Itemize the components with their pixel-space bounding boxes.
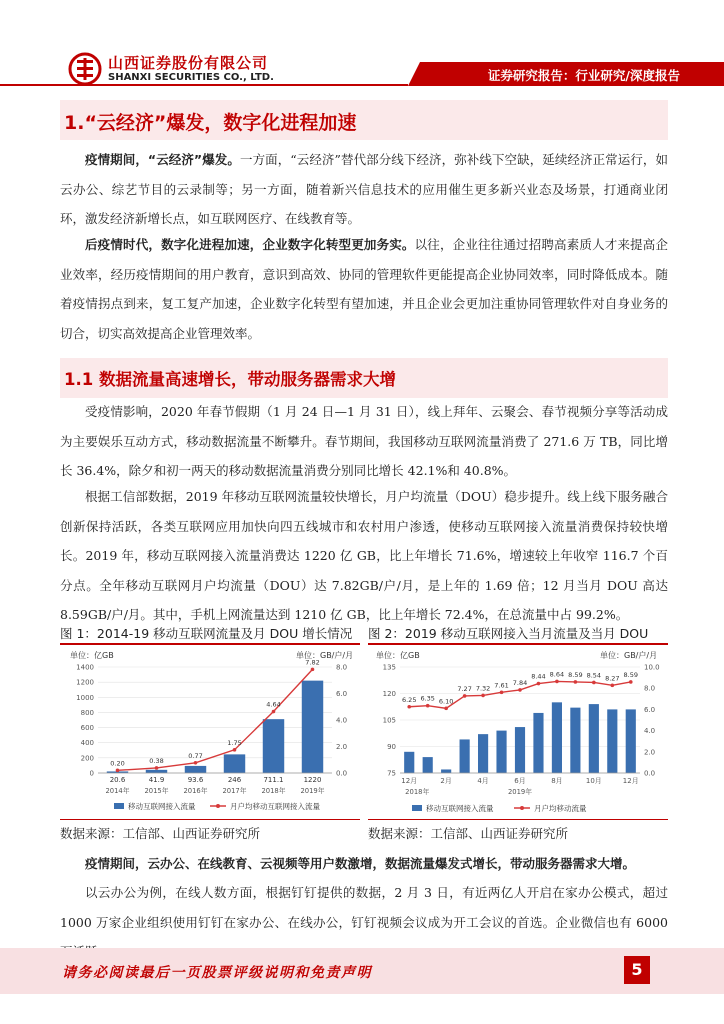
right-tick-label: 10.0 — [644, 663, 660, 672]
right-tick-label: 4.0 — [644, 727, 656, 736]
left-tick-label: 800 — [80, 708, 94, 717]
bar-data-label: 41.9 — [148, 776, 165, 784]
line-data-label: 7.82 — [305, 658, 320, 667]
source-2-rule — [368, 819, 668, 820]
line-data-label: 6.25 — [401, 695, 417, 704]
x-tick-label: 12月 — [622, 777, 639, 785]
chart-1-legend-line-marker — [216, 804, 220, 808]
figure-1-title: 图 1：2014-19 移动互联网流量及月 DOU 增长情况 — [60, 626, 353, 641]
figure-1-source: 数据来源：工信部、山西证券研究所 — [60, 826, 261, 841]
chart-2-legend-bar: 移动互联网接入流量 — [426, 804, 494, 813]
right-tick-label: 8.0 — [644, 684, 656, 693]
chart-2-left-unit: 单位：亿GB — [376, 651, 420, 660]
line-data-label: 7.32 — [475, 684, 491, 693]
paragraph: 后疫情时代，数字化进程加速，企业数字化转型更加务实。以往，企业往往通过招聘高素质人才来提高企业效率，经历疫情期间的用户教育，意识到高效、协同的管理软件更能提高企业协同效率，同时降低成本。随着疫情拐点到来，复工复产加速，企业数字化转型有望加速，并且企业会更加注重协同管理软件对自身业务的切合，切实高效提高企业管理效率。 — [60, 237, 668, 341]
bar-data-label: 711.1 — [263, 776, 284, 784]
line-point — [611, 684, 615, 688]
bar — [570, 708, 580, 773]
line-point — [481, 694, 485, 698]
line-data-label: 4.64 — [266, 700, 281, 709]
bar-data-label: 1220 — [303, 776, 322, 784]
bar — [478, 734, 488, 773]
line-data-label: 0.38 — [149, 756, 164, 765]
subsection-title: 1.1 数据流量高速增长，带动服务器需求大增 — [64, 370, 396, 389]
chart-1-legend-bar: 移动互联网接入流量 — [128, 802, 196, 811]
right-tick-label: 0.0 — [644, 769, 656, 778]
right-tick-label: 0.0 — [336, 769, 348, 778]
company-name-cn: 山西证券股份有限公司 — [108, 54, 269, 72]
bar-data-label: 93.6 — [187, 776, 204, 784]
figure-2-source: 数据来源：工信部、山西证券研究所 — [368, 826, 569, 841]
right-tick-label: 2.0 — [336, 743, 348, 751]
footer-disclaimer: 请务必阅读最后一页股票评级说明和免责声明 — [62, 965, 372, 981]
bar — [441, 769, 451, 773]
chart-1-legend-bar-swatch — [114, 803, 124, 809]
left-tick-label: 1400 — [76, 663, 94, 672]
figure-2-title: 图 2：2019 移动互联网接入当月流量及当月 DOU — [368, 626, 649, 641]
paragraph: 以云办公为例，在线人数方面，根据钉钉提供的数据，2 月 3 日，有近两亿人开启在家办公模式，超过 1000 万家企业组织使用钉钉在家办公、在线办公，钉钉视频会议成为开工会议的首选。企业微信也有 6000 — [60, 885, 668, 930]
chart-2-legend-bar-swatch — [412, 805, 422, 811]
line-point — [555, 680, 559, 684]
right-tick-label: 8.0 — [336, 663, 348, 672]
line-point — [444, 707, 448, 711]
line-data-label: 7.84 — [512, 678, 528, 687]
paragraph: 疫情期间，“云经济”爆发。一方面，“云经济”替代部分线下经济，弥补线下空缺，延续经济正常运行，如云办公、综艺节目的云录制等；另一方面，随着新兴信息技术的应用催生更多新兴业态及场景，打通商业闭环，激发经济新增长点，如互联网医疗、在线教育等。 — [60, 152, 668, 226]
line-data-label: 8.59 — [623, 670, 639, 679]
line-point — [463, 694, 467, 698]
bar — [626, 709, 636, 773]
left-tick-label: 90 — [387, 743, 396, 751]
bar-data-label: 246 — [227, 776, 242, 784]
chart-1-left-unit: 单位：亿GB — [70, 651, 114, 660]
right-tick-label: 6.0 — [336, 690, 348, 698]
x-tick-label: 2019年 — [300, 787, 325, 795]
chart-1 — [60, 645, 360, 817]
chart-2-right-unit: 单位：GB/户/月 — [600, 651, 658, 660]
x-tick-label: 2月 — [440, 777, 452, 785]
x-tick-label: 8月 — [551, 777, 563, 785]
line-point — [574, 680, 578, 684]
chart-1-legend-line: 月户均移动互联网接入流量 — [230, 802, 320, 811]
bar — [263, 719, 284, 773]
x-tick-label: 2018年 — [261, 787, 286, 795]
line-data-label: 8.27 — [605, 674, 620, 683]
year-label: 2019年 — [507, 788, 533, 796]
line-data-label: 1.75 — [227, 738, 242, 747]
right-tick-label: 6.0 — [644, 705, 656, 714]
left-tick-label: 135 — [382, 663, 396, 672]
line-point — [426, 704, 430, 708]
chart-2 — [368, 645, 668, 817]
page-header — [0, 0, 724, 92]
x-tick-label: 12月 — [401, 777, 418, 785]
chart-2-legend-line: 月户均移动流量 — [534, 804, 587, 813]
bar — [224, 754, 245, 773]
left-tick-label: 120 — [382, 690, 396, 698]
report-type: 证券研究报告：行业研究/深度报告 — [487, 68, 680, 83]
paragraph: 受疫情影响，2020 年春节假期（1 月 24 日—1 月 31 日），线上拜年、云聚会、春节视频分享等活动成为主要娱乐互动方式，移动数据流量不断攀升。春节期间，我国移动互联网流量消费了 271.6 万 TB，同比增长 36.4%，除夕和初一两天的移动数据流量消费分别同比增长 42.1%和 40.8%。 — [60, 404, 668, 478]
left-tick-label: 400 — [80, 739, 94, 748]
paragraph-lead: 疫情期间，“云经济”爆发。 — [85, 152, 240, 167]
bar — [423, 757, 433, 773]
bar — [552, 702, 562, 773]
paragraph-lead: 后疫情时代，数字化进程加速，企业数字化转型更加务实。 — [85, 237, 415, 252]
line-data-label: 8.44 — [531, 672, 546, 681]
line-data-label: 6.10 — [438, 697, 454, 706]
left-tick-label: 0 — [89, 769, 94, 778]
bar — [589, 704, 599, 773]
section-title: 1.“云经济”爆发，数字化进程加速 — [64, 112, 357, 134]
line-point — [194, 761, 198, 765]
bar — [607, 709, 617, 773]
bar — [460, 739, 470, 773]
bar — [496, 731, 506, 773]
line-data-label: 7.61 — [494, 681, 509, 690]
left-tick-label: 200 — [80, 754, 94, 763]
line-point — [407, 705, 411, 709]
line-data-label: 6.35 — [420, 694, 435, 703]
line-point — [272, 710, 276, 714]
line-point — [592, 681, 596, 685]
left-tick-label: 600 — [80, 724, 94, 733]
bar — [302, 681, 323, 773]
line-point — [233, 748, 237, 752]
paragraph — [60, 849, 668, 879]
x-tick-label: 2014年 — [105, 787, 130, 795]
line-point — [500, 691, 504, 695]
line-data-label: 8.64 — [549, 670, 565, 679]
left-tick-label: 1200 — [76, 678, 94, 687]
page-number: 5 — [624, 956, 650, 984]
left-tick-label: 75 — [387, 769, 396, 778]
bar — [533, 713, 543, 773]
x-tick-label: 2016年 — [183, 787, 208, 795]
x-tick-label: 2017年 — [222, 787, 247, 795]
year-label: 2018年 — [405, 788, 430, 796]
line-point — [537, 682, 541, 686]
x-tick-label: 6月 — [514, 777, 526, 785]
line-data-label: 8.54 — [586, 671, 602, 680]
bar — [515, 727, 525, 773]
line-point — [155, 766, 159, 770]
line-point — [629, 680, 633, 684]
left-tick-label: 105 — [382, 716, 396, 725]
line-point — [518, 688, 522, 692]
bar-data-label: 20.6 — [109, 776, 126, 784]
right-tick-label: 2.0 — [644, 748, 656, 757]
line-data-label: 8.59 — [568, 670, 583, 679]
chart-1-right-unit: 单位：GB/户/月 — [296, 651, 354, 660]
line-data-label: 0.77 — [188, 751, 203, 760]
right-tick-label: 4.0 — [336, 716, 348, 725]
line-point — [311, 668, 315, 672]
line-data-label: 0.20 — [110, 759, 125, 768]
bar — [185, 766, 206, 773]
bar — [404, 752, 414, 773]
chart-2-legend-line-marker — [520, 806, 524, 810]
left-tick-label: 1000 — [76, 693, 94, 702]
bar — [146, 770, 167, 773]
x-tick-label: 2015年 — [144, 787, 169, 795]
line-point — [116, 769, 120, 773]
source-1-rule — [60, 819, 360, 820]
paragraph-lead: 疫情期间，云办公、在线教育、云视频等用户数激增，数据流量爆发式增长，带动服务器需求大增。 — [85, 856, 636, 871]
line-data-label: 7.27 — [457, 684, 472, 693]
x-tick-label: 10月 — [585, 777, 602, 785]
company-name-en: SHANXI SECURITIES CO., LTD. — [108, 72, 274, 83]
x-tick-label: 4月 — [477, 777, 489, 785]
paragraph: 根据工信部数据，2019 年移动互联网流量较快增长，月户均流量（DOU）稳步提升。线上线下服务融合创新保持活跃，各类互联网应用加快向四五线城市和农村用户渗透，使移动互联网接入流量消费保持较快增长。2019 年，移动互联网接入流量消费达 1220 亿 GB，比上年增长 71.6%，增速较上年收窄 116.7 个百分点。全年移动互联网月户均流量（DOU）达 7.82GB/户/月，是上年的 1.69 倍；12 月当月 DOU 高达 8.59GB/户/月。其中，手机上网流量达到 1210 亿 GB，比上年增长 72.4%，在总流量中占 99.2%。 — [60, 489, 668, 622]
